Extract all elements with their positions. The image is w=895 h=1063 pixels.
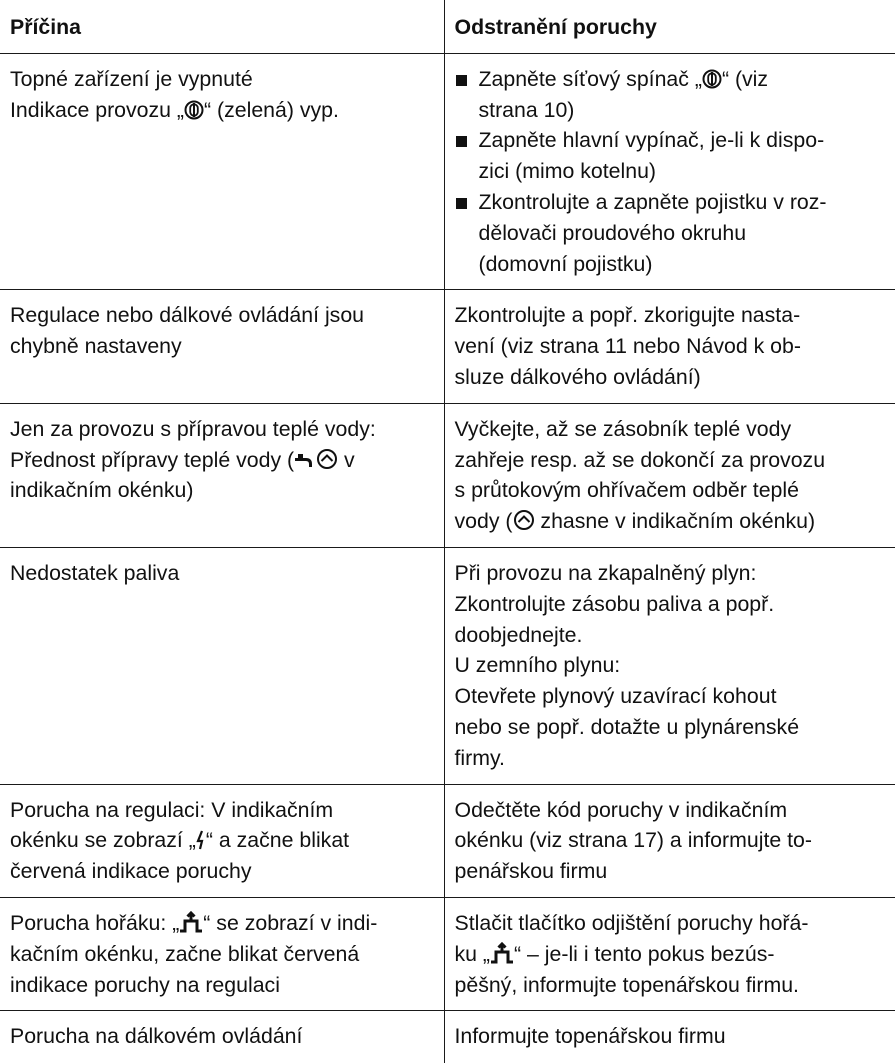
cause-text: v	[338, 447, 355, 472]
cause-line: indikace poruchy na regulaci	[10, 972, 280, 997]
remedy-cell	[444, 547, 895, 784]
remedy-line: okénku (viz strana 17) a informujte to-	[454, 828, 812, 853]
cause-text: okénku se zobrazí „	[10, 828, 196, 853]
cause-text: “ a začne blikat	[205, 828, 350, 853]
cause-cell	[0, 290, 444, 403]
remedy-text: vody (	[454, 509, 513, 534]
cause-cell	[0, 403, 444, 547]
remedy-line: Informujte topenářskou firmu	[454, 1024, 726, 1049]
remedy-cell	[444, 53, 895, 290]
cause-text: Indikace provozu „	[10, 97, 185, 122]
remedy-line: penářskou firmu	[454, 859, 608, 884]
hot-water-priority-icon	[513, 509, 535, 531]
remedy-text: “ – je-li i tento pokus bezús-	[514, 941, 775, 966]
remedy-line: Odečtěte kód poruchy v indikačním	[454, 797, 788, 822]
table-row	[0, 403, 895, 547]
list-item	[455, 64, 884, 126]
table-row	[0, 53, 895, 290]
remedy-line: zahřeje resp. až se dokončí za provozu	[454, 447, 826, 472]
remedy-text: Zkontrolujte a zapněte pojistku v roz-	[478, 189, 827, 214]
power-switch-icon	[184, 100, 204, 120]
cause-cell	[0, 1011, 444, 1063]
cause-line: indikačním okénku)	[10, 478, 194, 503]
remedy-text: strana 10)	[478, 97, 575, 122]
cause-line: Topné zařízení je vypnuté	[10, 66, 253, 91]
remedy-line: Vyčkejte, až se zásobník teplé vody	[454, 416, 792, 441]
remedy-text: zhasne v indikačním okénku)	[534, 509, 816, 534]
remedy-line: U zemního plynu:	[454, 653, 621, 678]
burner-reset-icon	[179, 911, 203, 933]
cause-line: Porucha na dálkovém ovládání	[10, 1024, 303, 1049]
remedy-text: dělovači proudového okruhu	[478, 220, 747, 245]
remedy-line: Zkontrolujte a popř. zkorigujte nasta-	[454, 303, 801, 328]
table-row	[0, 547, 895, 784]
list-item	[455, 187, 884, 279]
remedy-cell	[444, 403, 895, 547]
list-item	[455, 125, 884, 187]
cause-text: “ (zelená) vyp.	[204, 97, 339, 122]
remedy-line: sluze dálkového ovládání)	[454, 364, 701, 389]
remedy-line: Stlačit tlačítko odjištění poruchy hořá-	[454, 910, 809, 935]
cause-text: Přednost přípravy teplé vody (	[10, 447, 295, 472]
fault-lightning-icon	[196, 830, 206, 850]
power-switch-icon	[702, 69, 722, 89]
remedy-cell	[444, 290, 895, 403]
remedy-text: zici (mimo kotelnu)	[478, 159, 657, 184]
tap-icon	[294, 452, 314, 470]
table-row	[0, 1011, 895, 1063]
cause-line: Jen za provozu s přípravou teplé vody:	[10, 416, 376, 441]
cause-line: kačním okénku, začne blikat červená	[10, 941, 360, 966]
header-cause: Příčina	[0, 0, 444, 53]
cause-line: Nedostatek paliva	[10, 560, 180, 585]
remedy-line: Otevřete plynový uzavírací kohout	[454, 684, 777, 709]
remedy-line: firmy.	[454, 745, 505, 770]
remedy-text: Zapněte síťový spínač „	[478, 66, 702, 91]
cause-cell	[0, 784, 444, 897]
remedy-text: ku „	[454, 941, 491, 966]
hot-water-priority-icon	[316, 448, 338, 470]
remedy-cell	[444, 1011, 895, 1063]
cause-line: chybně nastaveny	[10, 334, 182, 359]
remedy-cell	[444, 897, 895, 1010]
table-row	[0, 784, 895, 897]
remedy-cell	[444, 784, 895, 897]
remedy-text: Zapněte hlavní vypínač, je-li k dispo-	[478, 128, 825, 153]
burner-reset-icon	[490, 942, 514, 964]
remedy-text: (domovní pojistku)	[478, 251, 653, 276]
cause-cell	[0, 53, 444, 290]
remedy-line: nebo se popř. dotažte u plynárenské	[454, 714, 800, 739]
remedy-line: Při provozu na zkapalněný plyn:	[454, 560, 757, 585]
cause-line: Regulace nebo dálkové ovládání jsou	[10, 303, 365, 328]
table-row	[0, 897, 895, 1010]
remedy-line: vení (viz strana 11 nebo Návod k ob-	[454, 334, 801, 359]
cause-cell	[0, 547, 444, 784]
remedy-text: “ (viz	[721, 66, 769, 91]
cause-text: Porucha hořáku: „	[10, 910, 180, 935]
cause-line: červená indikace poruchy	[10, 859, 252, 884]
remedy-line: doobjednejte.	[454, 622, 583, 647]
table-row	[0, 290, 895, 403]
cause-line: Porucha na regulaci: V indikačním	[10, 797, 334, 822]
remedy-line: Zkontrolujte zásobu paliva a popř.	[454, 591, 775, 616]
cause-text: “ se zobrazí v indi-	[203, 910, 378, 935]
table-header-row	[0, 0, 895, 53]
remedy-line: s průtokovým ohřívačem odběr teplé	[454, 478, 799, 503]
header-remedy: Odstranění poruchy	[444, 0, 895, 53]
cause-cell	[0, 897, 444, 1010]
remedy-line: pěšný, informujte topenářskou firmu.	[454, 972, 799, 997]
